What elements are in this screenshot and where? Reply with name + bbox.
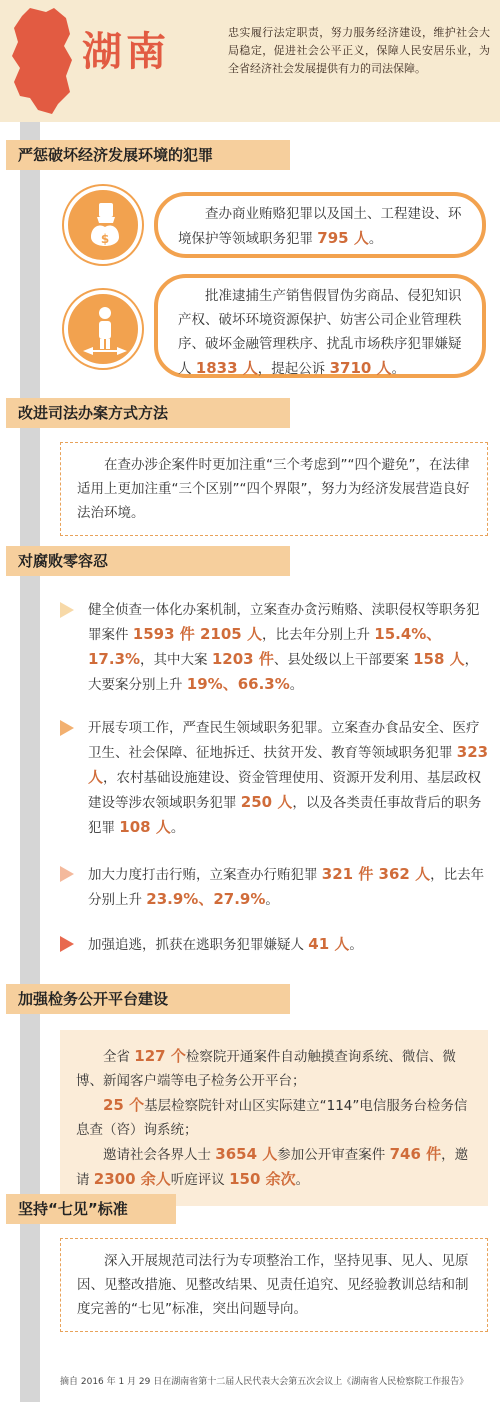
stat-number: 1593 件 2105 人 xyxy=(132,625,262,643)
pill-text: 。 xyxy=(368,231,383,247)
stat-number: 41 人 xyxy=(308,935,350,953)
seven-standards-box xyxy=(60,1238,488,1332)
bullet-text: 开展专项工作，严查民生领域职务犯罪。立案查办食品安全、医疗卫生、社会保障、征地拆迁、扶贫开发、教育等领域职务犯罪 xyxy=(88,720,480,761)
bullet-item-1 xyxy=(60,598,490,697)
stat-number: 2300 余人 xyxy=(93,1170,171,1188)
icon-circle-arrest xyxy=(64,290,142,368)
stat-number: 108 人 xyxy=(119,818,171,836)
pill-text: 批准逮捕生产销售假冒伪劣商品、侵犯知识产权、破坏环境资源保护、妨害公司企业管理秩序、破坏金融管理秩序、扰乱市场秩序犯罪嫌疑人 xyxy=(178,288,462,377)
bullet-text: ，大要案分别上升 xyxy=(88,652,479,693)
box-text: 。 xyxy=(295,1172,310,1188)
box-text: 全省 xyxy=(103,1049,135,1065)
openness-para-3 xyxy=(76,1142,472,1192)
stat-pill-bribery xyxy=(154,192,486,258)
bullet-text: ，以及各类责任事故背后的职务犯罪 xyxy=(88,795,482,836)
triangle-bullet-icon xyxy=(60,936,74,952)
stat-number: 1833 人 xyxy=(195,359,258,377)
stat-number: 158 人 xyxy=(413,650,465,668)
stat-number: 746 件 xyxy=(389,1145,442,1163)
section-title-1: 严惩破坏经济发展环境的犯罪 xyxy=(6,140,290,170)
triangle-bullet-icon xyxy=(60,602,74,618)
openness-box xyxy=(60,1030,488,1206)
section-title-2: 改进司法办案方式方法 xyxy=(6,398,290,428)
bullet-text: 。 xyxy=(170,820,185,836)
stat-number: 25 个 xyxy=(103,1096,145,1114)
bullet-text: 。 xyxy=(349,937,363,953)
stat-number: 150 余次 xyxy=(229,1170,296,1188)
box-text: 听庭评议 xyxy=(170,1172,230,1188)
bullet-text: 健全侦查一体化办案机制，立案查办贪污贿赂、渎职侵权等职务犯罪案件 xyxy=(88,602,480,643)
stat-number: 795 人 xyxy=(317,229,369,247)
bullet-item-3 xyxy=(60,862,490,912)
money-bag-chair-icon xyxy=(77,199,133,255)
header-intro: 忠实履行法定职责，努力服务经济建设，维护社会大局稳定，促进社会公平正义，保障人民安居乐业，为全省经济社会发展提供有力的司法保障。 xyxy=(228,26,490,75)
bullet-text: ，农村基础设施建设、资金管理使用、资源开发利用、基层政权建设等涉农领域职务犯罪 xyxy=(88,770,482,811)
bullet-text: ，其中大案 xyxy=(140,652,212,668)
bullet-item-2 xyxy=(60,716,490,840)
box-text: 检察院开通案件自动触摸查询系统、微信、微博、新闻客户端等电子检务公开平台； xyxy=(76,1049,456,1089)
stat-number: 250 人 xyxy=(240,793,293,811)
stat-number: 321 件 362 人 xyxy=(321,865,431,883)
box-text: 基层检察院针对山区实际建立“114”电信服务台检务信息查（咨）询系统； xyxy=(76,1098,468,1138)
bullet-text: 加大力度打击行贿，立案查办行贿犯罪 xyxy=(88,867,322,883)
box-text: ，邀请 xyxy=(76,1147,469,1188)
vertical-spine xyxy=(20,0,40,1402)
bullet-text: 。 xyxy=(289,677,304,693)
stat-number: 19%、66.3% xyxy=(186,675,290,693)
stat-number: 15.4%、17.3% xyxy=(88,625,442,668)
openness-para-2 xyxy=(76,1093,472,1142)
bullet-item-4 xyxy=(60,932,490,957)
svg-text:$: $ xyxy=(100,232,110,246)
icon-circle-bribery xyxy=(64,186,142,264)
bullet-text: 。 xyxy=(265,892,279,908)
bullet-text: ，比去年分别上升 xyxy=(261,627,375,643)
stat-number: 1203 件 xyxy=(211,650,274,668)
openness-para-1 xyxy=(76,1044,472,1093)
province-title: 湖南 xyxy=(82,29,170,75)
person-arrows-icon xyxy=(77,303,133,359)
bullet-text: 、县处级以上干部要案 xyxy=(273,652,414,668)
pill-text: 。 xyxy=(391,361,406,377)
stat-number: 23.9%、27.9% xyxy=(146,890,266,908)
stat-pill-arrest xyxy=(154,274,486,378)
box-text: 深入开展规范司法行为专项整治工作，坚持见事、见人、见原因、见整改措施、见整改结果、见责任追究、见经验教训总结和制度完善的“七见”标准，突出问题导向。 xyxy=(77,1253,469,1317)
stat-number: 127 个 xyxy=(134,1047,186,1065)
judicial-method-box xyxy=(60,442,488,536)
pill-text: ，提起公诉 xyxy=(257,361,330,377)
stat-number: 323 人 xyxy=(88,743,489,786)
pill-text: 查办商业贿赂犯罪以及国土、工程建设、环境保护等领域职务犯罪 xyxy=(178,206,462,247)
triangle-bullet-icon xyxy=(60,720,74,736)
bullet-text: 加强追逃，抓获在逃职务犯罪嫌疑人 xyxy=(88,937,309,953)
triangle-bullet-icon xyxy=(60,866,74,882)
section-title-3: 对腐败零容忍 xyxy=(6,546,290,576)
source-note: 摘自 2016 年 1 月 29 日在湖南省第十二届人民代表大会第五次会议上《湖南省人民检察院工作报告》 xyxy=(60,1377,469,1387)
box-text: 在查办涉企案件时更加注重“三个考虑到”“四个避免”，在法律适用上更加注重“三个区别”“四个界限”，努力为经济发展营造良好法治环境。 xyxy=(77,457,470,521)
box-text: 邀请社会各界人士 xyxy=(103,1147,216,1163)
bullet-text: ，比去年分别上升 xyxy=(88,867,485,908)
section-title-5: 坚持“七见”标准 xyxy=(6,1194,176,1224)
hunan-map-icon xyxy=(8,6,74,116)
box-text: 参加公开审查案件 xyxy=(277,1147,390,1163)
stat-number: 3710 人 xyxy=(329,359,392,377)
section-title-4: 加强检务公开平台建设 xyxy=(6,984,290,1014)
stat-number: 3654 人 xyxy=(215,1145,278,1163)
